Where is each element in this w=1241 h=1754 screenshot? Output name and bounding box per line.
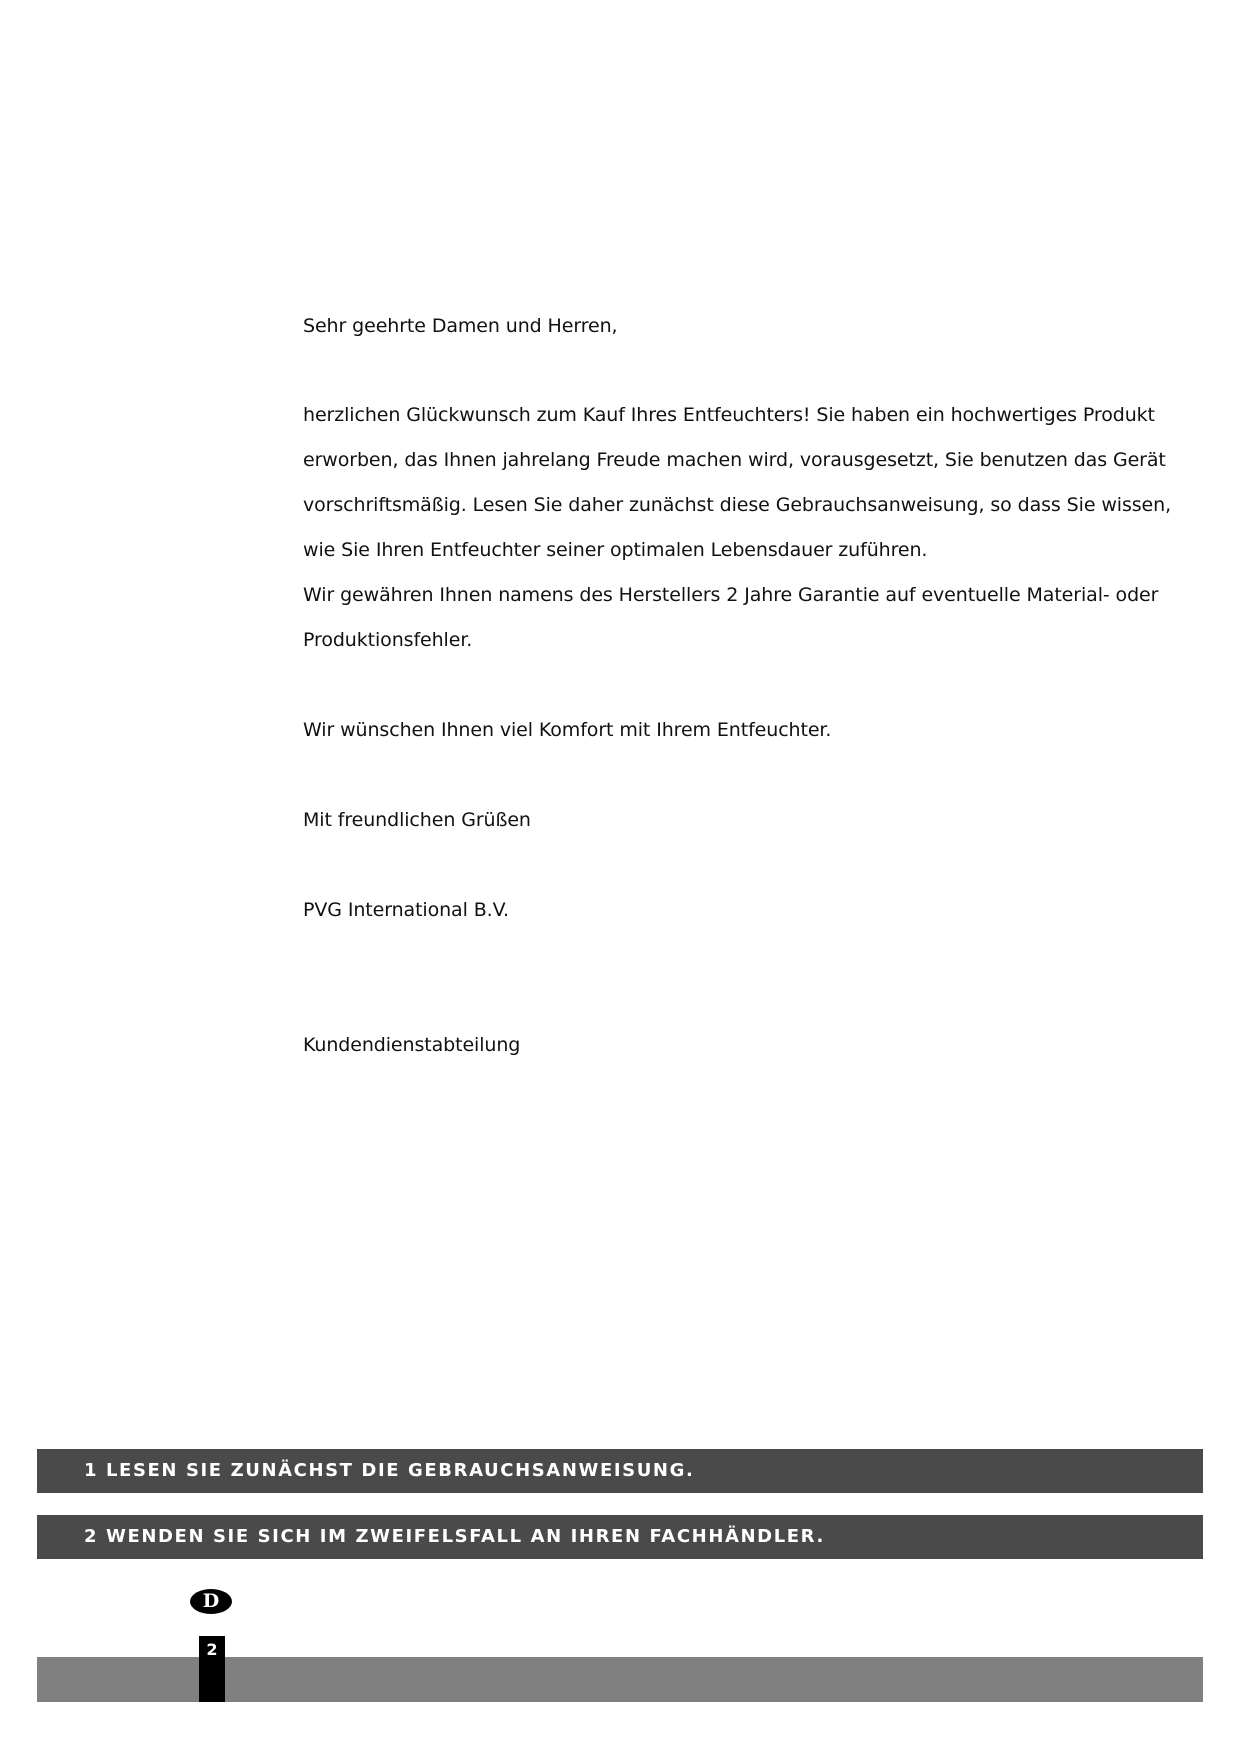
- company-name: PVG International B.V.: [303, 899, 509, 921]
- department-name: Kundendienstabteilung: [303, 1034, 521, 1056]
- closing-line: Mit freundlichen Grüßen: [303, 809, 531, 831]
- paragraph-line-2: erworben, das Ihnen jahrelang Freude machen wird, vorausgesetzt, Sie benutzen das Gerät: [303, 449, 1166, 471]
- notice-bar-2: 2 WENDEN SIE SICH IM ZWEIFELSFALL AN IHREN FACHHÄNDLER.: [37, 1515, 1203, 1559]
- paragraph-line-6: Produktionsfehler.: [303, 629, 473, 651]
- paragraph-line-5: Wir gewähren Ihnen namens des Herstellers 2 Jahre Garantie auf eventuelle Material- oder: [303, 584, 1159, 606]
- paragraph-line-1: herzlichen Glückwunsch zum Kauf Ihres Entfeuchters! Sie haben ein hochwertiges Produkt: [303, 404, 1155, 426]
- notice-bar-1: 1 LESEN SIE ZUNÄCHST DIE GEBRAUCHSANWEISUNG.: [37, 1449, 1203, 1493]
- paragraph-line-4: wie Sie Ihren Entfeuchter seiner optimalen Lebensdauer zuführen.: [303, 539, 928, 561]
- page-number-tab: 2: [199, 1636, 225, 1702]
- language-badge: D: [190, 1589, 232, 1614]
- paragraph-line-3: vorschriftsmäßig. Lesen Sie daher zunächst diese Gebrauchsanweisung, so dass Sie wissen,: [303, 494, 1172, 516]
- salutation: Sehr geehrte Damen und Herren,: [303, 315, 618, 337]
- wish-line: Wir wünschen Ihnen viel Komfort mit Ihrem Entfeuchter.: [303, 719, 832, 741]
